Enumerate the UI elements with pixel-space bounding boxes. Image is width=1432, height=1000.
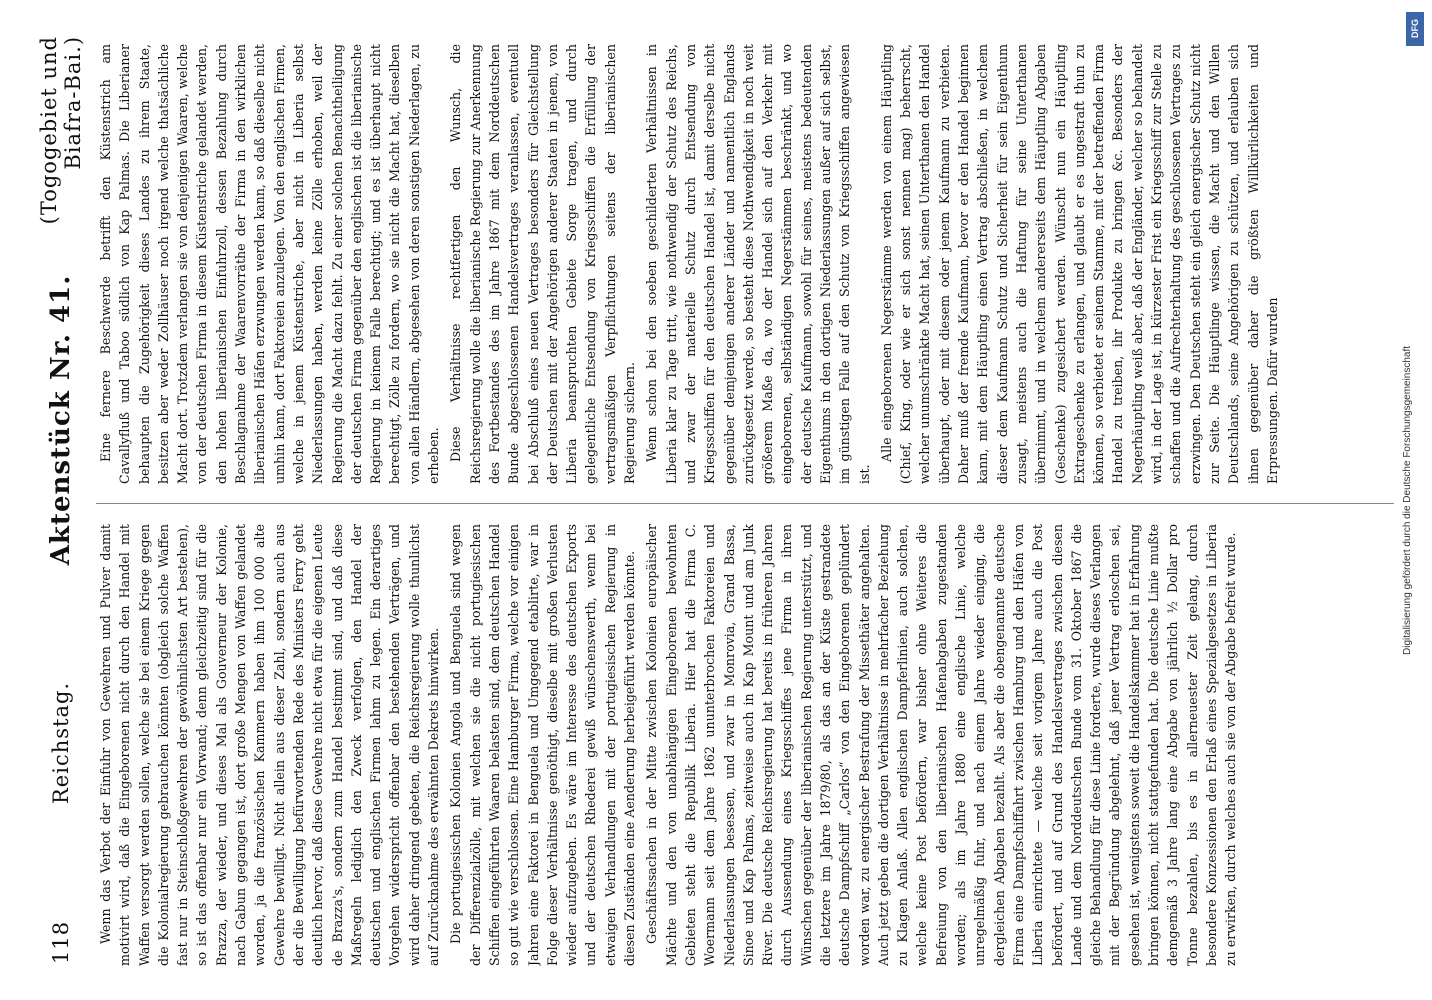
digitization-credit: Digitalisierung gefördert durch die Deutsche Forschungsgemeinschaft xyxy=(1402,345,1413,655)
left-text-column xyxy=(96,524,1394,966)
paragraph: Wenn schon bei den soeben geschilderten Verhältnissen in Liberia klar zu Tage tritt, wie nothwendig der Schutz des Reichs, und zwar der materielle Schutz durch Entsendung von Kriegsschiffen für den deutschen Handel ist, damit derselbe nicht gegenüber demjenigen anderer Länder und namentlich Englands zurückgesetzt werde, so besteht diese Nothwendigkeit in noch weit größerem Maße da, wo der Handel sich auf den Verkehr mit eingeborenen, selbständigen Negerstämmen beschränkt, und wo der deutsche Kaufmann, sowohl für seines, meistens bedeutenden Eigenthums in den dortigen Niederlassungen außer auf sich selbst, im günstigen Falle auf den Schutz von Kriegsschiffen angewiesen ist. xyxy=(644,44,872,484)
header-right-title: (Togogebiet und Biafra-Bai.) xyxy=(37,35,85,225)
right-text-column xyxy=(96,44,1394,484)
page-header xyxy=(36,36,86,964)
column-divider xyxy=(96,503,1394,504)
rotated-document-page xyxy=(16,0,1416,1000)
paragraph: Wenn das Verbot der Einfuhr von Gewehren und Pulver damit motivirt wird, daß die Eingeborenen nicht durch den Handel mit Waffen versorgt werden sollen, welche sie bei einem Kriege gegen die Kolonialregierung gebrauchen könnten (obgleich solche Waffen fast nur in Steinschloßgewehren der gewöhnlichsten Art bestehen), so ist das offenbar nur ein Vorwand; denn gleichzeitig sind für die Brazza, der wieder, und dieses Mal als Gouverneur der Kolonie, nach Gabun gegangen ist, dort große Mengen von Waffen gelandet worden, ja die französischen Kammern haben ihm 100 000 alte Gewehre bewilligt. Nicht allein aus dieser Zahl, sondern auch aus der die Bewilligung befürwortenden Rede des Ministers Ferry geht deutlich hervor, daß diese Gewehre nicht etwa für die eigenen Leute de Brazza's, sondern zum Handel bestimmt sind, und daß diese Maßregeln lediglich den Zweck verfolgen, den Handel der deutschen und englischen Firmen lahm zu legen. Ein derartiges Vorgehen widerspricht offenbar den bestehenden Verträgen, und wird daher dringend gebeten, die Reichsregierung wolle thunlichst auf Zurücknahme des erwähnten Dekrets hinwirken. xyxy=(98,524,442,966)
page-number: 118 xyxy=(49,920,73,964)
paragraph: Alle eingeborenen Negerstämme werden von einem Häuptling (Chief, King, oder wie er sich sonst nennen mag) beherrscht, welcher unumschränkte Macht hat, seinen Unterthanen den Handel überhaupt, oder mit diesem oder jenem Kaufmann zu verbieten. Daher muß der fremde Kaufmann, bevor er den Handel beginnen kann, mit dem Häuptling einen Vertrag abschließen, in welchem dieser dem Kaufmann Schutz und Sicherheit für sein Eigenthum zusagt, meistens auch die Haftung für seine Unterthanen übernimmt, und in welchem andererseits dem Häuptling Abgaben (Geschenke) zugesichert werden. Wünscht nun ein Häuptling Extrageschenke zu erlangen, und glaubt er es ungestraft thun zu können, so verbietet er seinem Stamme, mit der betreffenden Firma Handel zu treiben, ihr Produkte zu bringen &c. Besonders der Negerhäuptling weiß aber, daß der Engländer, welcher so behandelt wird, in der Lage ist, in kürzester Frist ein Kriegsschiff zur Stelle zu schaffen und die Aufrechterhaltung des geschlossenen Vertrages zu erzwingen. Den Deutschen steht ein gleich energischer Schutz nicht zur Seite. Die Häuptlinge wissen, die Macht und den Willen Deutschlands, seine Angehörigen zu schützen, und erlauben sich ihnen gegenüber daher die größten Willkürlichkeiten und Erpressungen. Dafür wurden xyxy=(878,44,1280,484)
paragraph: Die portugiesischen Kolonien Angola und Benguela sind wegen der Differenzialzölle, mit welchen sie die nicht portugiesischen Schiffen eingeführten Waaren belasten sind, dem deutschen Handel so gut wie verschlossen. Eine Hamburger Firma, welche vor einigen Jahren eine Faktorei in Benguela und Umgegend etablirte, war in Folge dieser Verhältnisse genöthigt, dieselbe mit großen Verlusten wieder aufzugeben. Es wäre im Interesse des deutschen Exports und der deutschen Rhederei gewiß wünschenswerth, wenn bei etwaigen Verhandlungen mit der portugiesischen Regierung in diesen Zuständen eine Aenderung herbeigeführt werden könnte. xyxy=(448,524,638,966)
document-number: Aktenstück Nr. 41. xyxy=(46,274,76,566)
paragraph: Diese Verhältnisse rechtfertigen den Wunsch, die Reichsregierung wolle die liberianische Regierung zur Anerkennung des Fortbestandes des im Jahre 1867 mit dem Norddeutschen Bunde abgeschlossenen Handelsvertrages veranlassen, eventuell bei Abschluß eines neuen Vertrages besonders für Gleichstellung der Deutschen mit der Angehörigen anderer Staaten in jenem, von Liberia beanspruchten Gebiete Sorge tragen, und durch gelegentliche Entsendung von Kriegsschiffen die Erfüllung der vertragsmäßigen Verpflichtungen seitens der liberianischen Regierung sichern. xyxy=(448,44,638,484)
header-left-title: Reichstag. xyxy=(49,681,73,804)
paragraph: Geschäftssachen in der Mitte zwischen Kolonien europäischer Mächte und den von unabhängigen Eingeborenen bewohnten Gebieten steht die Republik Liberia. Hier hat die Firma C. Woermann seit dem Jahre 1862 ununterbrochen Faktoreien und Niederlassungen besessen, und zwar in Monrovia, Grand Bassa, Sinoe und Kap Palmas, zeitweise auch in Kap Mount und am Junk River. Die deutsche Reichsregierung hat bereits in früheren Jahren durch Aussendung eines Kriegsschiffes jene Firma in ihren Wünschen gegenüber der liberianischen Regierung unterstützt, und die letztere im Jahre 1879/80, als das an der Küste gestrandete deutsche Dampfschiff „Carlos“ von den Eingeborenen geplündert worden war, zu energischer Bestrafung der Missethäter angehalten. Auch jetzt geben die dortigen Verhältnisse in mehrfacher Beziehung zu Klagen Anlaß. Allen englischen Dampferlinien, auch solchen, welche keine Post befördern, war bisher ohne Weiteres die Befreiung von den liberianischen Hafenabgaben zugestanden worden; als im Jahre 1880 eine englische Linie, welche unregelmäßig fuhr, und nach einem Jahre wieder einging, die dergleichen Abgaben bezahlt. Als aber die obengenannte deutsche Firma eine Dampfschiffahrt zwischen Hamburg und den Häfen von Liberia einrichtete — welche seit vorigem Jahre auch die Post befördert, und auf Grund des Handelsvertrages zwischen diesen Lande und dem Norddeutschen Bunde vom 31. Oktober 1867 die gleiche Behandlung für diese Linie forderte, wurde dieses Verlangen mit der Begründung abgelehnt, daß jener Vertrag erloschen sei, gesehen ist, wenigstens soweit die Handelskammer hat in Erfahrung bringen können, nicht stattgefunden hat. Die deutsche Linie mußte demgemäß 3 Jahre lang eine Abgabe von jährlich ½ Dollar pro Tonne bezahlen, bis es in allerneuester Zeit gelang, durch besondere Konzessionen den Erlaß eines Spezialgesetzes in Liberia zu erwirken, durch welches auch sie von der Abgabe befreit wurde. xyxy=(644,524,1239,966)
dfg-logo: DFG xyxy=(1406,12,1424,46)
paragraph: Eine fernere Beschwerde betrifft den Küstenstrich am Cavallyfluß und Taboo südlich von Kap Palmas. Die Liberianer behaupten die Zugehörigkeit dieses Landes zu ihrem Staate, besitzen aber weder Zollhäuser noch irgend welche thatsächliche Macht dort. Trotzdem verlangen sie von denjenigen Waaren, welche von der deutschen Firma in diesem Küstenstriche gelandet werden, den hohen liberianischen Einfuhrzoll, dessen Bezahlung durch Beschlagnahme der Waarenvorräthe der Firma in den wirklichen liberianischen Häfen erzwungen werden kann, so daß dieselbe nicht umhin kann, dort Faktoreien anzulegen. Von den englischen Firmen, welche in jenem Küstenstriche, aber nicht in Liberia selbst Niederlassungen haben, werden keine Zölle erhoben, weil der Regierung die Macht dazu fehlt. Zu einer solchen Benachtheiligung der deutschen Firma gegenüber den englischen ist die liberianische Regierung in keinem Falle berechtigt; und es ist überhaupt nicht berechtigt, Zölle zu fordern, wo sie nicht die Macht hat, dieselben von allen Händlern, abgesehen von deren sonstigen Niederlagen, zu erheben. xyxy=(98,44,442,484)
